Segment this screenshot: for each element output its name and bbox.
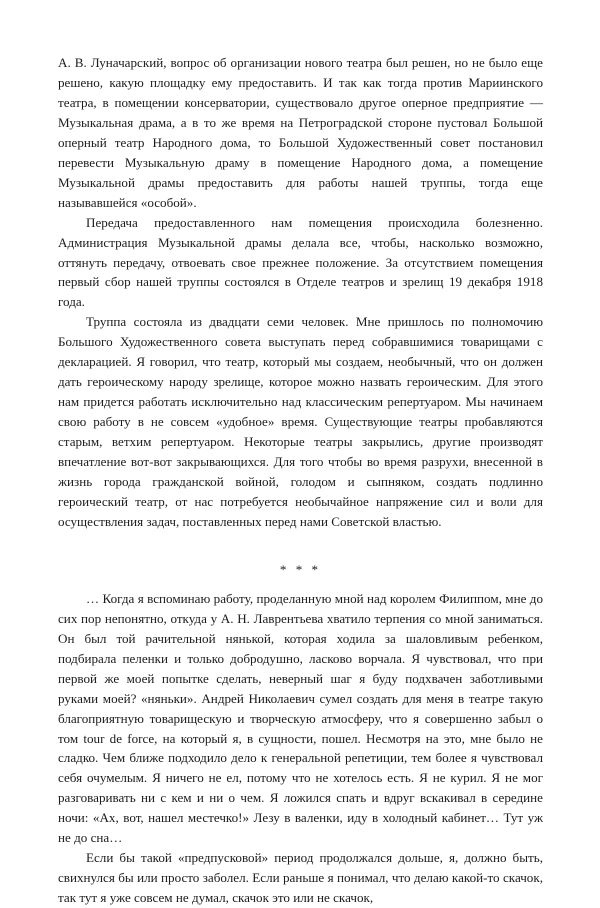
body-paragraph: Если бы такой «предпусковой» период продолжался дольше, я, должно быть, свихнулся бы или просто заболел. Если раньше я понимал, что делаю какой-то скачок, так тут я уже совсем не думал, скачок это или не скачок,: [58, 850, 543, 906]
text-column: [58, 53, 543, 908]
body-paragraph: … Когда я вспоминаю работу, проделанную мной над королем Филиппом, мне до сих пор непонятно, откуда у А. Н. Лаврентьева хватило терпения со мной заниматься. Он был той рачительной нянькой, которая ходила за шаловливым ребенком, подбирала пеленки и только добродушно, ласково ворчала. Я чувствовал, что при первой же моей попытке сделать, неверный шаг я буду подхвачен заботливыми руками моей? «няньки». Андрей Николаевич сумел создать для меня в театре такую благоприятную товарищескую и творческую атмосферу, что я совершенно забыл о том tour de force, на который я, в сущности, пошел. Несмотря на это, мне было не сладко. Чем ближе подходило дело к генеральной репетиции, тем более я чувствовал себя очумелым. Я ничего не ел, потому что не хотелось есть. Я не курил. Я не мог разговаривать ни с кем и ни о чем. Я ложился спать и вдруг вскакивал в середине ночи: «Ах, вот, нашел местечко!» Лезу в валенки, иду в холодный кабинет… Тут уж не до сна…: [58, 590, 543, 846]
body-paragraph: А. В. Луначарский, вопрос об организации нового театра был решен, но не было еще решено, какую площадку ему предоставить. И так как тогда против Мариинского театра, в помещении консерватории, существовало другое оперное предприятие — Музыкальная драма, а в то же время на Петроградской стороне пустовал Большой оперный театр Народного дома, то Большой Художественный совет постановил перевести Музыкальную драму в помещение Народного дома, а помещение Музыкальной драмы предоставить для работы нашей труппы, тогда еще называвшейся «особой».: [58, 55, 543, 210]
body-paragraph: Труппа состояла из двадцати семи человек. Мне пришлось по полномочию Большого Художественного совета выступать перед собравшимися товарищами с декларацией. Я говорил, что театр, который мы создаем, необычный, что он должен дать героическому народу зрелище, которое можно назвать героическим. Для этого нам придется работать исключительно над классическим репертуаром. Мы начинаем свою работу в не совсем «удобное» время. Существующие театры пробавляются старым, ветхим репертуаром. Некоторые театры закрылись, другие производят впечатление вот-вот закрывающихся. Для того чтобы во время разрухи, внесенной в жизнь города гражданской войной, голодом и сыпняком, создать подлинно героический театр, от нас потребуется необычайное напряжение сил и воли для осуществления задач, поставленных перед нами Советской властью.: [58, 314, 543, 529]
body-paragraph: Передача предоставленного нам помещения происходила болезненно. Администрация Музыкальной драмы делала все, чтобы, насколько возможно, оттянуть передачу, отвоевать свое прежнее положение. За отсутствием помещения первый сбор нашей труппы состоялся в Отделе театров и зрелищ 19 декабря 1918 года.: [58, 214, 543, 310]
section-separator: * * *: [279, 561, 322, 577]
